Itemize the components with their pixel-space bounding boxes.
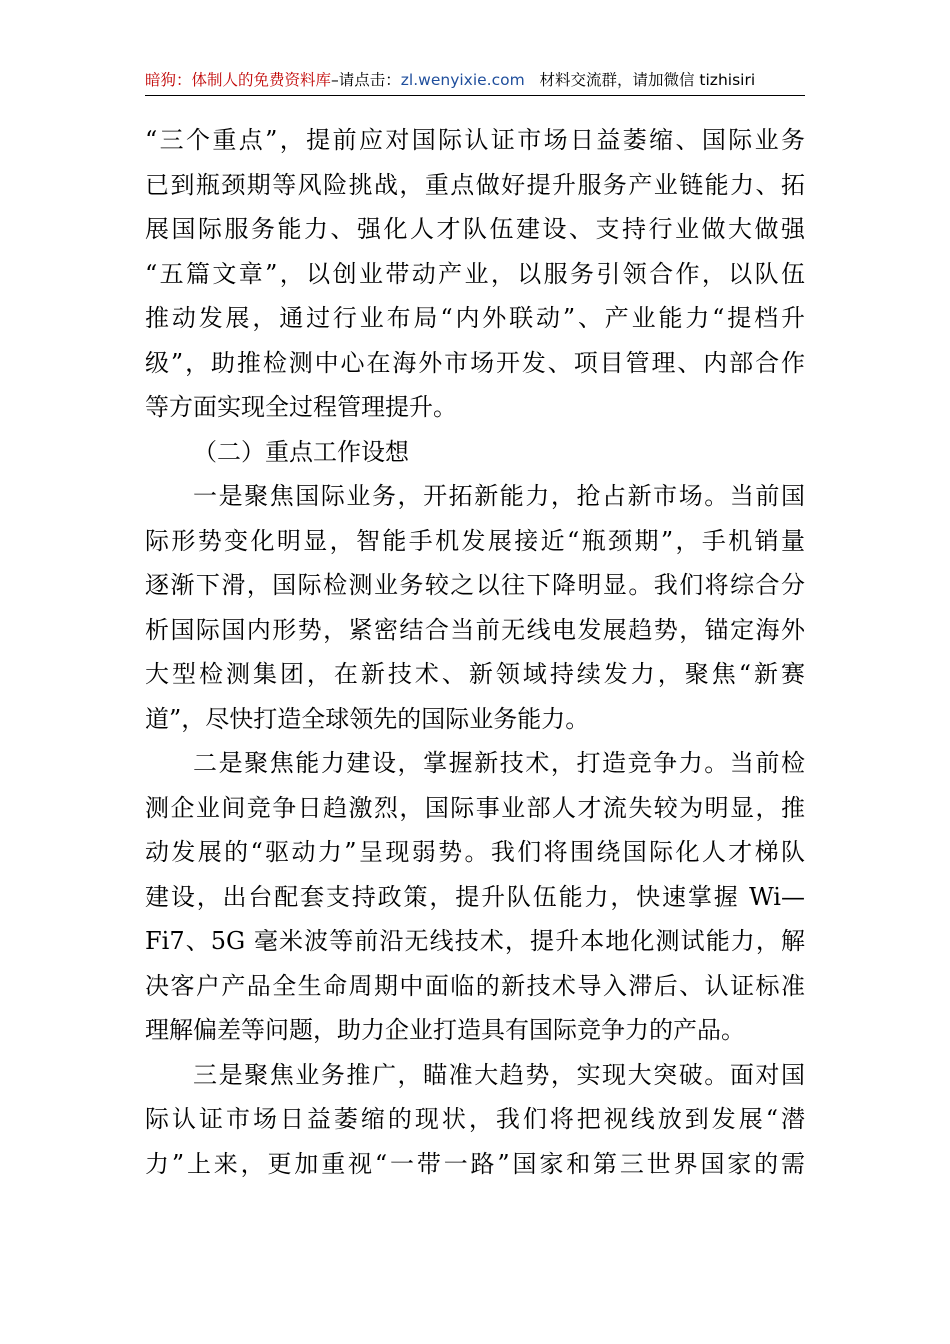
- text-line: 测企业间竞争日趋激烈，国际事业部人才流失较为明显，推: [145, 793, 805, 822]
- header-url-link[interactable]: zl.wenyixie.com: [400, 71, 525, 89]
- text-line: 三是聚焦业务推广，瞄准大趋势，实现大突破。面对国: [193, 1060, 805, 1089]
- paragraph: [145, 474, 805, 741]
- text-line: 际形势变化明显，智能手机发展接近“瓶颈期”，手机销量: [145, 526, 805, 555]
- text-line: 逐渐下滑，国际检测业务较之以往下降明显。我们将综合分: [145, 571, 805, 599]
- text-line: 一是聚焦国际业务，开拓新能力，抢占新市场。当前国: [193, 482, 805, 510]
- text-line: 推动发展，通过行业布局“内外联动”、产业能力“提档升: [145, 304, 805, 332]
- text-line: 决客户产品全生命周期中面临的新技术导入滞后、认证标准: [145, 971, 805, 1000]
- text-line: 大型检测集团，在新技术、新领域持续发力，聚焦“新赛: [145, 660, 805, 688]
- header-brand: 暗狗：体制人的免费资料库: [145, 71, 332, 89]
- text-line: 动发展的“驱动力”呈现弱势。我们将围绕国际化人才梯队: [145, 838, 805, 866]
- text-line: 二是聚焦能力建设，掌握新技术，打造竞争力。当前检: [193, 749, 805, 777]
- text-line: 展国际服务能力、强化人才队伍建设、支持行业做大做强: [145, 215, 805, 243]
- header-divider: [145, 95, 805, 96]
- header-separator: –请点击：: [331, 71, 401, 89]
- text-line: 已到瓶颈期等风险挑战，重点做好提升服务产业链能力、拓: [145, 170, 805, 199]
- text-line: “三个重点”，提前应对国际认证市场日益萎缩、国际业务: [145, 126, 805, 154]
- text-line: 析国际国内形势，紧密结合当前无线电发展趋势，锚定海外: [145, 615, 805, 644]
- text-line: Fi7、5G 毫米波等前沿无线技术，提升本地化测试能力，解: [145, 927, 805, 955]
- paragraph: [145, 1053, 805, 1187]
- text-line: 际认证市场日益萎缩的现状，我们将把视线放到发展“潜: [145, 1105, 805, 1133]
- paragraph: [145, 118, 805, 430]
- text-line: 级”，助推检测中心在海外市场开发、项目管理、内部合作: [145, 348, 805, 377]
- section-heading: （二）重点工作设想: [193, 437, 409, 466]
- text-line: 等方面实现全过程管理提升。: [145, 393, 457, 421]
- text-line: 理解偏差等问题，助力企业打造具有国际竞争力的产品。: [145, 1016, 745, 1044]
- paragraph: [145, 741, 805, 1053]
- text-line: 力”上来，更加重视“一带一路”国家和第三世界国家的需: [145, 1149, 805, 1178]
- page-header: [145, 68, 805, 96]
- text-line: “五篇文章”，以创业带动产业，以服务引领合作，以队伍: [145, 259, 805, 288]
- text-line: 道”，尽快打造全球领先的国际业务能力。: [145, 704, 590, 733]
- document-body: [145, 118, 805, 1186]
- header-contact: 材料交流群，请加微信 tizhisiri: [539, 71, 756, 89]
- text-line: 建设，出台配套支持政策，提升队伍能力，快速掌握 Wi—: [145, 882, 805, 911]
